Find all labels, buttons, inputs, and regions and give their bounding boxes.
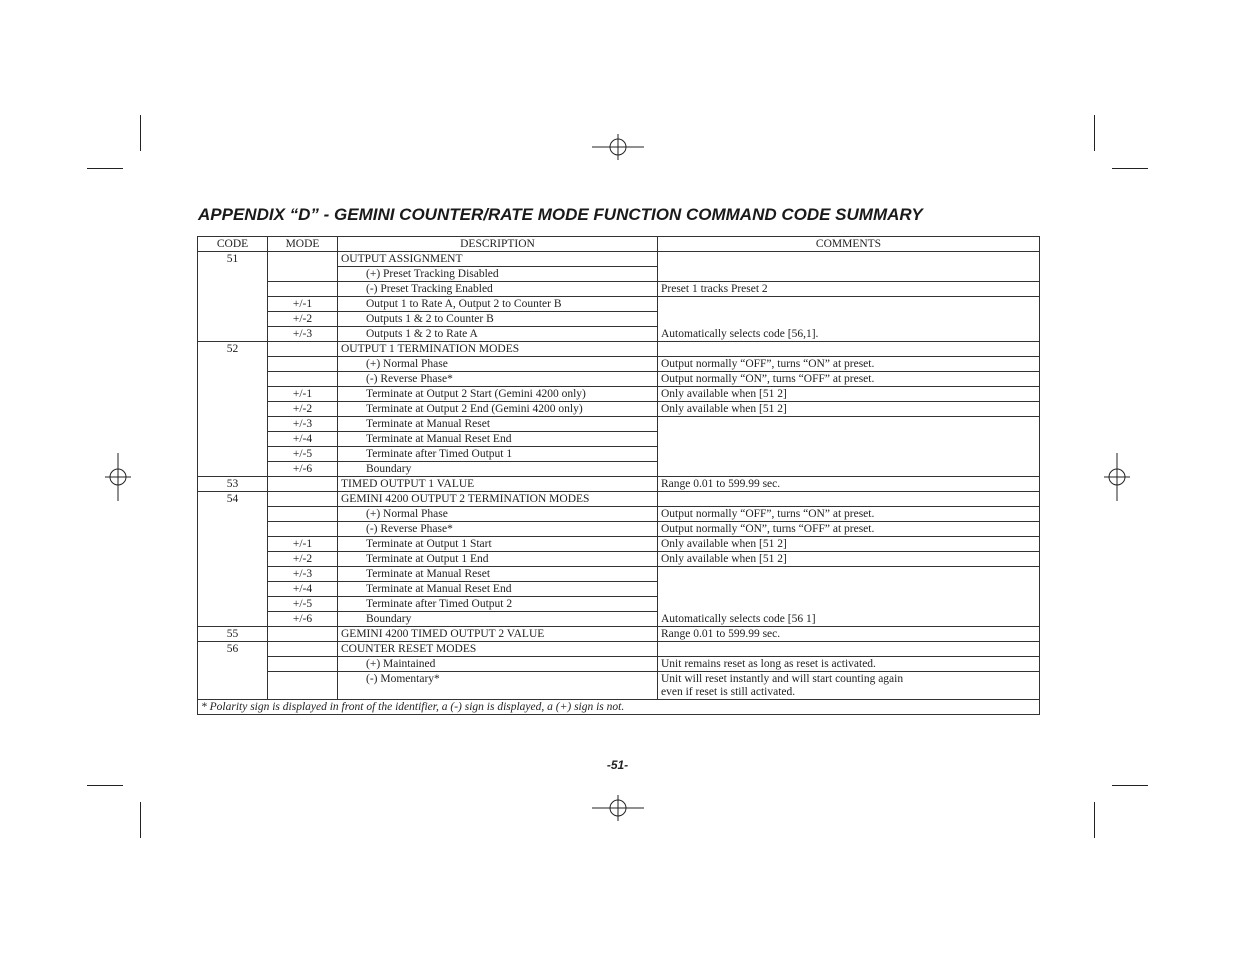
table-row [198, 657, 1040, 672]
comment-cell: Only available when [51 2] [658, 552, 1040, 567]
description-cell: Terminate at Output 1 End [338, 552, 658, 567]
comment-cell: Range 0.01 to 599.99 sec. [658, 627, 1040, 642]
description-cell: (-) Reverse Phase* [338, 372, 658, 387]
description-cell: (-) Reverse Phase* [338, 522, 658, 537]
comment-cell: Only available when [51 2] [658, 402, 1040, 417]
description-cell: Boundary [338, 612, 658, 627]
mode-cell: +/-2 [268, 402, 338, 417]
comment-cell: Output normally “ON”, turns “OFF” at preset. [658, 522, 1040, 537]
table-row [198, 402, 1040, 417]
table-row [198, 507, 1040, 522]
description-cell: Terminate after Timed Output 1 [338, 447, 658, 462]
crop-mark-bottom-left-horizontal [87, 785, 123, 786]
description-cell: OUTPUT ASSIGNMENT [338, 252, 658, 267]
mode-cell: +/-3 [268, 567, 338, 582]
comment-cell [658, 252, 1040, 282]
mode-cell [268, 627, 338, 642]
table-row [198, 357, 1040, 372]
mode-cell [268, 477, 338, 492]
comment-cell: Unit remains reset as long as reset is activated. [658, 657, 1040, 672]
code-cell: 54 [198, 492, 268, 627]
table-row [198, 297, 1040, 312]
table-header-row [198, 237, 1040, 252]
mode-cell [268, 672, 338, 700]
code-cell: 52 [198, 342, 268, 477]
description-cell: Terminate at Output 2 End (Gemini 4200 only) [338, 402, 658, 417]
table-row [198, 627, 1040, 642]
comment-line: even if reset is still activated. [661, 686, 796, 698]
code-cell: 56 [198, 642, 268, 700]
comment-cell [658, 642, 1040, 657]
description-cell: Terminate at Output 2 Start (Gemini 4200 only) [338, 387, 658, 402]
mode-cell [268, 342, 338, 357]
description-cell: (+) Maintained [338, 657, 658, 672]
mode-cell: +/-6 [268, 462, 338, 477]
code-cell: 53 [198, 477, 268, 492]
command-code-table [197, 236, 1040, 715]
description-cell: Outputs 1 & 2 to Rate A [338, 327, 658, 342]
header-code: CODE [198, 237, 268, 252]
table-row [198, 537, 1040, 552]
description-cell: (+) Normal Phase [338, 357, 658, 372]
mode-cell: +/-3 [268, 327, 338, 342]
comment-cell: Output normally “OFF”, turns “ON” at preset. [658, 357, 1040, 372]
crop-mark-top-right-horizontal [1112, 168, 1148, 169]
description-cell: Terminate at Manual Reset End [338, 582, 658, 597]
comment-cell [658, 492, 1040, 507]
crop-mark-bottom-right-vertical [1094, 802, 1095, 838]
table-row [198, 492, 1040, 507]
table-row [198, 522, 1040, 537]
description-cell: Output 1 to Rate A, Output 2 to Counter B [338, 297, 658, 312]
footnote-row [198, 700, 1040, 715]
description-cell: Boundary [338, 462, 658, 477]
mode-cell: +/-6 [268, 612, 338, 627]
mode-cell [268, 657, 338, 672]
table-row [198, 372, 1040, 387]
comment-cell [658, 672, 1040, 700]
crop-mark-top-right-vertical [1094, 115, 1095, 151]
comment-cell [658, 342, 1040, 357]
description-cell: Terminate at Manual Reset [338, 417, 658, 432]
mode-cell: +/-1 [268, 387, 338, 402]
table-row [198, 252, 1040, 267]
mode-cell: +/-2 [268, 552, 338, 567]
mode-cell: +/-2 [268, 312, 338, 327]
mode-cell: +/-1 [268, 537, 338, 552]
mode-cell [268, 372, 338, 387]
header-comments: COMMENTS [658, 237, 1040, 252]
table-row [198, 342, 1040, 357]
description-cell: Terminate after Timed Output 2 [338, 597, 658, 612]
comment-cell: Preset 1 tracks Preset 2 [658, 282, 1040, 297]
mode-cell [268, 642, 338, 657]
description-cell: Outputs 1 & 2 to Counter B [338, 312, 658, 327]
crop-mark-top-left-vertical [140, 115, 141, 151]
table-row [198, 477, 1040, 492]
table-row [198, 552, 1040, 567]
code-cell: 51 [198, 252, 268, 342]
crop-mark-top-left-horizontal [87, 168, 123, 169]
table-row [198, 417, 1040, 432]
table-row [198, 387, 1040, 402]
description-cell: GEMINI 4200 TIMED OUTPUT 2 VALUE [338, 627, 658, 642]
comment-cell: Only available when [51 2] [658, 387, 1040, 402]
description-cell: (+) Preset Tracking Disabled [338, 267, 658, 282]
mode-cell: +/-4 [268, 432, 338, 447]
header-description: DESCRIPTION [338, 237, 658, 252]
page-number: -51- [606, 758, 629, 772]
mode-cell [268, 522, 338, 537]
mode-cell [268, 357, 338, 372]
comment-line: Unit will reset instantly and will start counting again [661, 673, 904, 685]
footnote: * Polarity sign is displayed in front of the identifier, a (-) sign is displayed, a (+) sign is not. [198, 700, 1040, 715]
comment-cell: Output normally “ON”, turns “OFF” at preset. [658, 372, 1040, 387]
registration-mark-left-icon [104, 453, 132, 501]
description-cell: GEMINI 4200 OUTPUT 2 TERMINATION MODES [338, 492, 658, 507]
mode-cell [268, 492, 338, 507]
description-cell: (-) Momentary* [338, 672, 658, 700]
description-cell: OUTPUT 1 TERMINATION MODES [338, 342, 658, 357]
description-cell: Terminate at Output 1 Start [338, 537, 658, 552]
page-title: APPENDIX “D” - GEMINI COUNTER/RATE MODE FUNCTION COMMAND CODE SUMMARY [198, 205, 923, 224]
registration-mark-top-icon [592, 132, 644, 162]
registration-mark-bottom-icon [592, 793, 644, 823]
description-cell: (+) Normal Phase [338, 507, 658, 522]
comment-cell: Output normally “OFF”, turns “ON” at preset. [658, 507, 1040, 522]
table-row [198, 567, 1040, 582]
comment-cell: Automatically selects code [56,1]. [658, 297, 1040, 342]
comment-cell: Range 0.01 to 599.99 sec. [658, 477, 1040, 492]
mode-cell: +/-5 [268, 447, 338, 462]
mode-cell [268, 507, 338, 522]
description-cell: Terminate at Manual Reset [338, 567, 658, 582]
mode-cell [268, 252, 338, 282]
description-cell: Terminate at Manual Reset End [338, 432, 658, 447]
mode-cell: +/-1 [268, 297, 338, 312]
description-cell: (-) Preset Tracking Enabled [338, 282, 658, 297]
table-row [198, 282, 1040, 297]
comment-cell: Automatically selects code [56 1] [658, 567, 1040, 627]
registration-mark-right-icon [1103, 453, 1131, 501]
mode-cell: +/-4 [268, 582, 338, 597]
description-cell: COUNTER RESET MODES [338, 642, 658, 657]
table-row [198, 642, 1040, 657]
description-cell: TIMED OUTPUT 1 VALUE [338, 477, 658, 492]
mode-cell [268, 282, 338, 297]
comment-cell: Only available when [51 2] [658, 537, 1040, 552]
crop-mark-bottom-right-horizontal [1112, 785, 1148, 786]
mode-cell: +/-3 [268, 417, 338, 432]
header-mode: MODE [268, 237, 338, 252]
code-cell: 55 [198, 627, 268, 642]
comment-cell [658, 417, 1040, 477]
mode-cell: +/-5 [268, 597, 338, 612]
crop-mark-bottom-left-vertical [140, 802, 141, 838]
